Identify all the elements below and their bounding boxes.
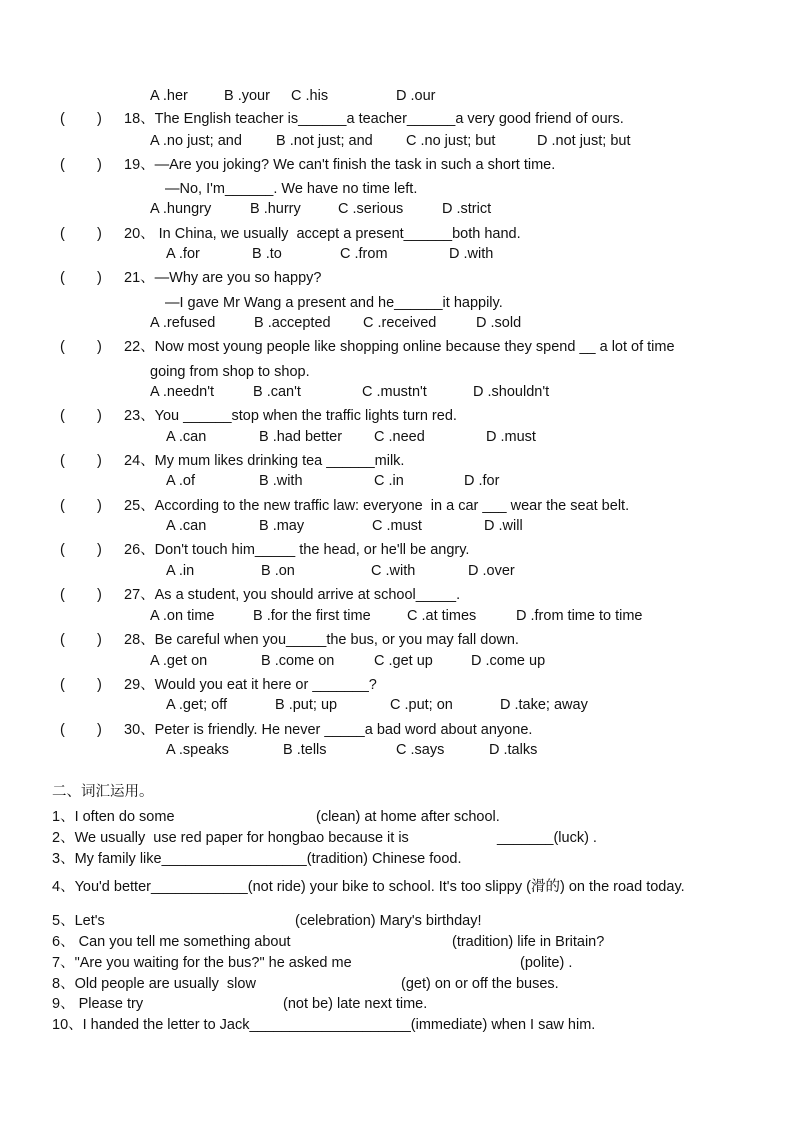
- option-c: C .serious: [338, 201, 404, 217]
- question-stem-line2: —I gave Mr Wang a present and he______it happily.: [165, 295, 503, 311]
- answer-blank[interactable]: ( ): [60, 498, 102, 514]
- vocab-item-5: 5、Let's: [52, 913, 105, 929]
- option-c: C .in: [374, 473, 404, 489]
- option-c: C .must: [372, 518, 422, 534]
- option-d: D .from time to time: [516, 608, 643, 624]
- option-b: B .tells: [283, 742, 327, 758]
- option-b: B .for the first time: [253, 608, 371, 624]
- answer-blank[interactable]: ( ): [60, 587, 102, 603]
- answer-blank[interactable]: ( ): [60, 111, 102, 127]
- vocab-item-10: 10、I handed the letter to Jack____________________(immediate) when I saw him.: [52, 1017, 596, 1033]
- option-c: C .from: [340, 246, 388, 262]
- answer-blank[interactable]: ( ): [60, 226, 102, 242]
- option-d: D .come up: [471, 653, 546, 669]
- option-a: A .needn't: [150, 384, 215, 400]
- question-stem: 28、Be careful when you_____the bus, or you may fall down.: [124, 632, 519, 648]
- question-stem: 25、According to the new traffic law: everyone in a car ___ wear the seat belt.: [124, 498, 630, 514]
- answer-blank[interactable]: ( ): [60, 632, 102, 648]
- option-d: D .strict: [442, 201, 492, 217]
- option-d: D .for: [464, 473, 500, 489]
- option-a: A .get; off: [166, 697, 228, 713]
- option-b: B .put; up: [275, 697, 338, 713]
- q17-option-c: C .his: [291, 88, 329, 104]
- option-b: B .to: [252, 246, 282, 262]
- option-b: B .not just; and: [276, 133, 373, 149]
- vocab-item-2-rest: _______(luck) .: [497, 830, 597, 846]
- vocab-item-4: 4、You'd better____________(not ride) your bike to school. It's too slippy (滑的) on the road today.: [52, 879, 685, 895]
- option-c: C .received: [363, 315, 437, 331]
- option-c: C .at times: [407, 608, 477, 624]
- vocab-item-3: 3、My family like__________________(tradition) Chinese food.: [52, 851, 462, 867]
- vocab-item-8-rest: (get) on or off the buses.: [401, 976, 559, 992]
- question-stem: 19、—Are you joking? We can't finish the task in such a short time.: [124, 157, 556, 173]
- option-a: A .speaks: [166, 742, 229, 758]
- option-b: B .can't: [253, 384, 301, 400]
- option-c: C .with: [371, 563, 416, 579]
- option-c: C .put; on: [390, 697, 453, 713]
- vocab-item-1: 1、I often do some: [52, 809, 175, 825]
- question-stem: 23、You ______stop when the traffic lights turn red.: [124, 408, 457, 424]
- question-stem: 22、Now most young people like shopping online because they spend __ a lot of time: [124, 339, 675, 355]
- option-d: D .will: [484, 518, 523, 534]
- question-stem: 20、 In China, we usually accept a present______both hand.: [124, 226, 521, 242]
- option-c: C .mustn't: [362, 384, 427, 400]
- q17-option-d: D .our: [396, 88, 436, 104]
- option-a: A .on time: [150, 608, 215, 624]
- vocab-item-1-rest: (clean) at home after school.: [316, 809, 500, 825]
- vocab-item-6: 6、 Can you tell me something about: [52, 934, 291, 950]
- option-c: C .get up: [374, 653, 433, 669]
- vocab-item-2: 2、We usually use red paper for hongbao because it is: [52, 830, 409, 846]
- option-a: A .refused: [150, 315, 216, 331]
- option-b: B .hurry: [250, 201, 301, 217]
- question-stem: 21、—Why are you so happy?: [124, 270, 322, 286]
- option-a: A .hungry: [150, 201, 212, 217]
- option-a: A .no just; and: [150, 133, 242, 149]
- option-b: B .had better: [259, 429, 343, 445]
- option-d: D .not just; but: [537, 133, 631, 149]
- option-d: D .with: [449, 246, 494, 262]
- question-stem-line2: —No, I'm______. We have no time left.: [165, 181, 418, 197]
- vocab-item-7: 7、"Are you waiting for the bus?" he asked me: [52, 955, 352, 971]
- option-a: A .get on: [150, 653, 208, 669]
- q17-option-a: A .her: [150, 88, 188, 104]
- vocab-item-9: 9、 Please try: [52, 996, 144, 1012]
- answer-blank[interactable]: ( ): [60, 677, 102, 693]
- answer-blank[interactable]: ( ): [60, 453, 102, 469]
- vocab-item-8: 8、Old people are usually slow: [52, 976, 256, 992]
- option-d: D .shouldn't: [473, 384, 550, 400]
- question-stem: 24、My mum likes drinking tea ______milk.: [124, 453, 405, 469]
- section-title: 二、词汇运用。: [52, 784, 154, 800]
- answer-blank[interactable]: ( ): [60, 339, 102, 355]
- answer-blank[interactable]: ( ): [60, 542, 102, 558]
- option-b: B .come on: [261, 653, 335, 669]
- option-c: C .says: [396, 742, 445, 758]
- question-stem: 18、The English teacher is______a teacher______a very good friend of ours.: [124, 111, 624, 127]
- option-d: D .sold: [476, 315, 522, 331]
- vocab-item-7-rest: (polite) .: [520, 955, 573, 971]
- option-d: D .take; away: [500, 697, 588, 713]
- question-stem-line2: going from shop to shop.: [150, 364, 310, 380]
- option-c: C .no just; but: [406, 133, 496, 149]
- q17-option-b: B .your: [224, 88, 270, 104]
- vocab-item-6-rest: (tradition) life in Britain?: [452, 934, 605, 950]
- option-a: A .in: [166, 563, 195, 579]
- answer-blank[interactable]: ( ): [60, 157, 102, 173]
- option-b: B .on: [261, 563, 295, 579]
- option-d: D .must: [486, 429, 536, 445]
- option-c: C .need: [374, 429, 425, 445]
- question-stem: 26、Don't touch him_____ the head, or he'll be angry.: [124, 542, 470, 558]
- vocab-item-9-rest: (not be) late next time.: [283, 996, 428, 1012]
- option-b: B .with: [259, 473, 303, 489]
- option-a: A .can: [166, 518, 207, 534]
- question-stem: 30、Peter is friendly. He never _____a bad word about anyone.: [124, 722, 533, 738]
- option-b: B .accepted: [254, 315, 331, 331]
- option-d: D .talks: [489, 742, 538, 758]
- option-b: B .may: [259, 518, 305, 534]
- answer-blank[interactable]: ( ): [60, 270, 102, 286]
- option-a: A .for: [166, 246, 200, 262]
- answer-blank[interactable]: ( ): [60, 408, 102, 424]
- question-stem: 27、As a student, you should arrive at school_____.: [124, 587, 461, 603]
- question-stem: 29、Would you eat it here or _______?: [124, 677, 377, 693]
- vocab-item-5-rest: (celebration) Mary's birthday!: [295, 913, 482, 929]
- answer-blank[interactable]: ( ): [60, 722, 102, 738]
- option-d: D .over: [468, 563, 515, 579]
- option-a: A .of: [166, 473, 196, 489]
- option-a: A .can: [166, 429, 207, 445]
